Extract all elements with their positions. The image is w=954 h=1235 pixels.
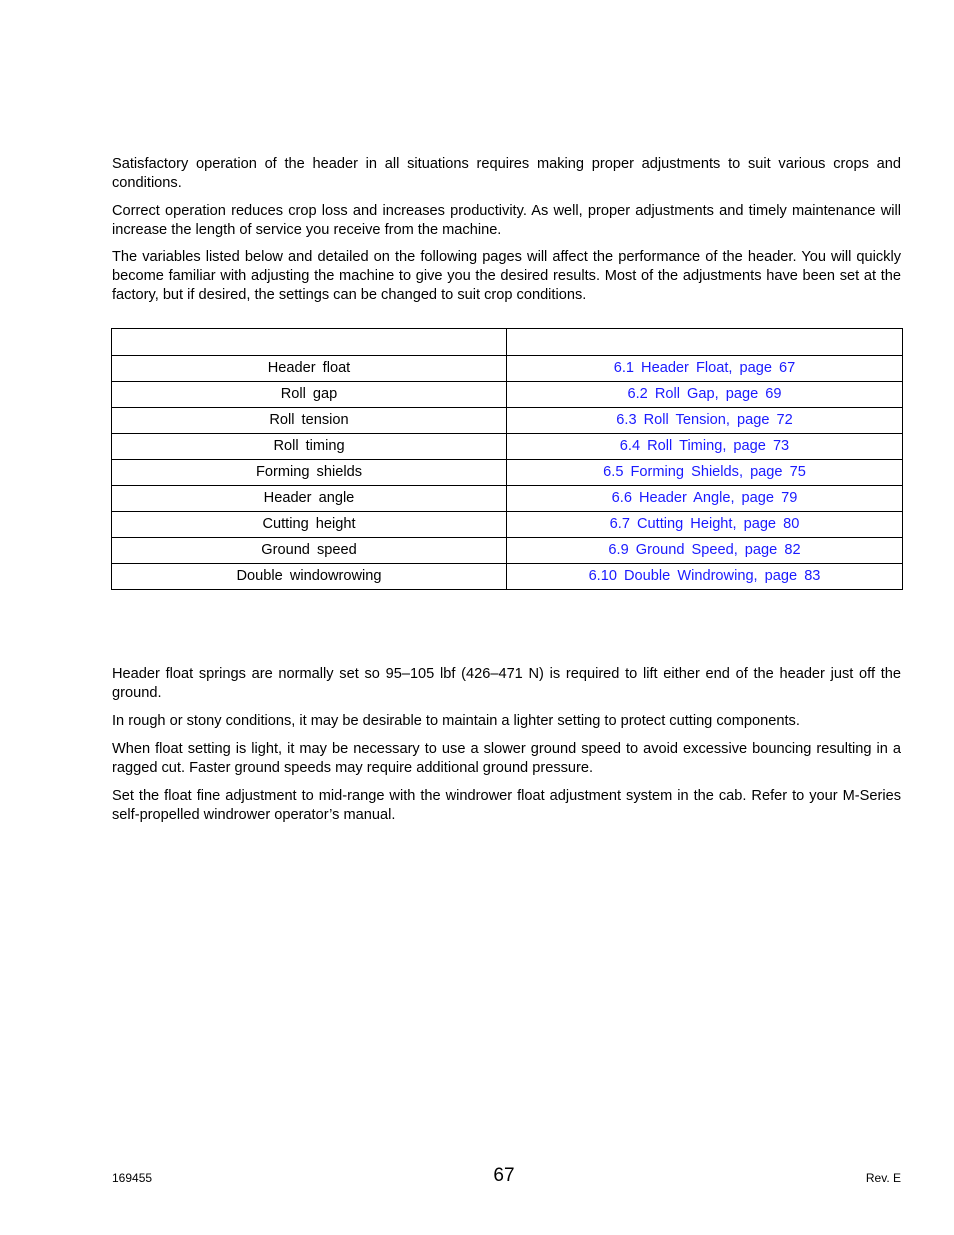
header-float-paragraph-4: Set the float fine adjustment to mid-range with the windrower float adjustment system in the cab. Refer to your M-Series self-propelled windrower operator’s manual. [112,788,901,823]
header-float-paragraph-2: In rough or stony conditions, it may be desirable to maintain a lighter setting to protect cutting components. [112,713,800,729]
variable-cell: Forming shields [112,460,507,486]
reference-link[interactable]: 6.5 Forming Shields, page 75 [507,460,903,486]
reference-link[interactable]: 6.3 Roll Tension, page 72 [507,408,903,434]
reference-link[interactable]: 6.4 Roll Timing, page 73 [507,434,903,460]
variable-cell: Header angle [112,486,507,512]
table-row [112,564,903,590]
header-float-paragraph-1: Header float springs are normally set so 95–105 lbf (426–471 N) is required to lift either end of the header just off the ground. [112,666,901,701]
reference-link[interactable]: 6.7 Cutting Height, page 80 [507,512,903,538]
variable-cell: Roll timing [112,434,507,460]
intro-paragraph-2: Correct operation reduces crop loss and increases productivity. As well, proper adjustments and timely maintenance will increase the length of service you receive from the machine. [112,203,901,238]
table-row [112,512,903,538]
footer-page-number: 67 [493,1165,515,1186]
table-header-reference [507,329,903,356]
reference-link[interactable]: 6.9 Ground Speed, page 82 [507,538,903,564]
table-row [112,434,903,460]
header-float-paragraph-3: When float setting is light, it may be necessary to use a slower ground speed to avoid excessive bouncing resulting in a ragged cut. Faster ground speeds may require additional ground pressure. [112,741,901,776]
variable-cell: Double windowrowing [112,564,507,590]
reference-link[interactable]: 6.2 Roll Gap, page 69 [507,382,903,408]
table-header-row [112,329,903,356]
reference-link[interactable]: 6.10 Double Windrowing, page 83 [507,564,903,590]
table-header-variable [112,329,507,356]
variable-cell: Cutting height [112,512,507,538]
footer-revision: Rev. E [865,1171,901,1185]
table-row [112,382,903,408]
table-row [112,486,903,512]
intro-paragraph-1: Satisfactory operation of the header in all situations requires making proper adjustments to suit various crops and conditions. [112,156,901,191]
table-row [112,460,903,486]
adjustment-table [111,328,903,590]
variable-cell: Header float [112,356,507,382]
variable-cell: Roll tension [112,408,507,434]
variable-cell: Ground speed [112,538,507,564]
reference-link[interactable]: 6.6 Header Angle, page 79 [507,486,903,512]
footer-doc-number: 169455 [112,1171,153,1185]
table-row [112,538,903,564]
intro-paragraph-3: The variables listed below and detailed on the following pages will affect the performance of the header. You will quickly become familiar with adjusting the machine to give you the desired results. Most of the adjustments have been set at the factory, but if desired, the settings can be changed to suit crop conditions. [112,249,901,303]
table-row [112,356,903,382]
reference-link[interactable]: 6.1 Header Float, page 67 [507,356,903,382]
variable-cell: Roll gap [112,382,507,408]
table-row [112,408,903,434]
